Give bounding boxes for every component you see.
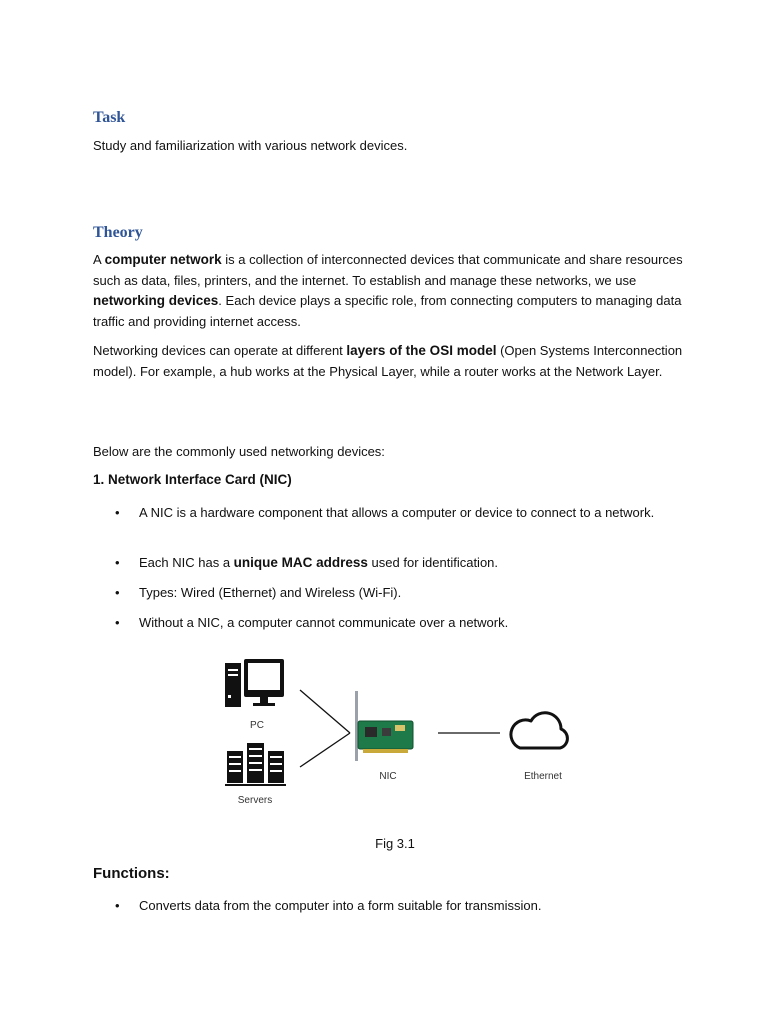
servers-label: Servers [237,795,273,806]
nic-heading: 1. Network Interface Card (NIC) [93,472,292,487]
task-heading: Task [93,109,126,126]
pc-icon [225,659,284,707]
bullet-icon: • [115,615,120,630]
ethernet-label: Ethernet [524,771,562,782]
nic-card-icon [355,691,413,761]
servers-icon [225,743,286,786]
devices-intro: Below are the commonly used networking devices: [93,444,385,459]
bullet-icon: • [115,898,120,913]
list-item: • Types: Wired (Ethernet) and Wireless (Wi-Fi). [115,583,675,604]
term-networking-devices: networking devices [93,293,219,308]
term-osi-layers: layers of the OSI model [346,343,497,358]
pc-label: PC [250,720,264,731]
list-item: • Each NIC has a unique MAC address used for identification. [115,553,675,574]
list-item: • Converts data from the computer into a form suitable for transmission. [115,896,675,917]
cloud-icon [511,713,567,748]
nic-diagram [215,655,585,815]
nic-label: NIC [379,771,397,782]
theory-heading: Theory [93,224,143,241]
bullet-icon: • [115,585,120,600]
functions-heading: Functions: [93,865,170,882]
connector-line [300,690,350,733]
figure-caption: Fig 3.1 [375,836,415,851]
task-text: Study and familiarization with various network devices. [93,138,408,153]
term-computer-network: computer network [104,252,222,267]
theory-paragraph-2: Networking devices can operate at different layers of the OSI model (Open Systems Interconnection model). For example, a hub works at the Physical Layer, while a router works at the Network Layer. [93,343,683,379]
theory-paragraph-1: A computer network is a collection of interconnected devices that communicate and share resources such as data, files, printers, and the internet. To establish and manage these networks, we use networking devices. Each device plays a specific role, from connecting computers to managing data traffic and providing internet access. [93,252,683,329]
connector-line [300,733,350,767]
term-mac-address: unique MAC address [233,555,368,570]
list-item: • A NIC is a hardware component that allows a computer or device to connect to a network. [115,503,675,524]
bullet-icon: • [115,555,120,570]
list-item: • Without a NIC, a computer cannot communicate over a network. [115,613,675,634]
bullet-icon: • [115,505,120,520]
